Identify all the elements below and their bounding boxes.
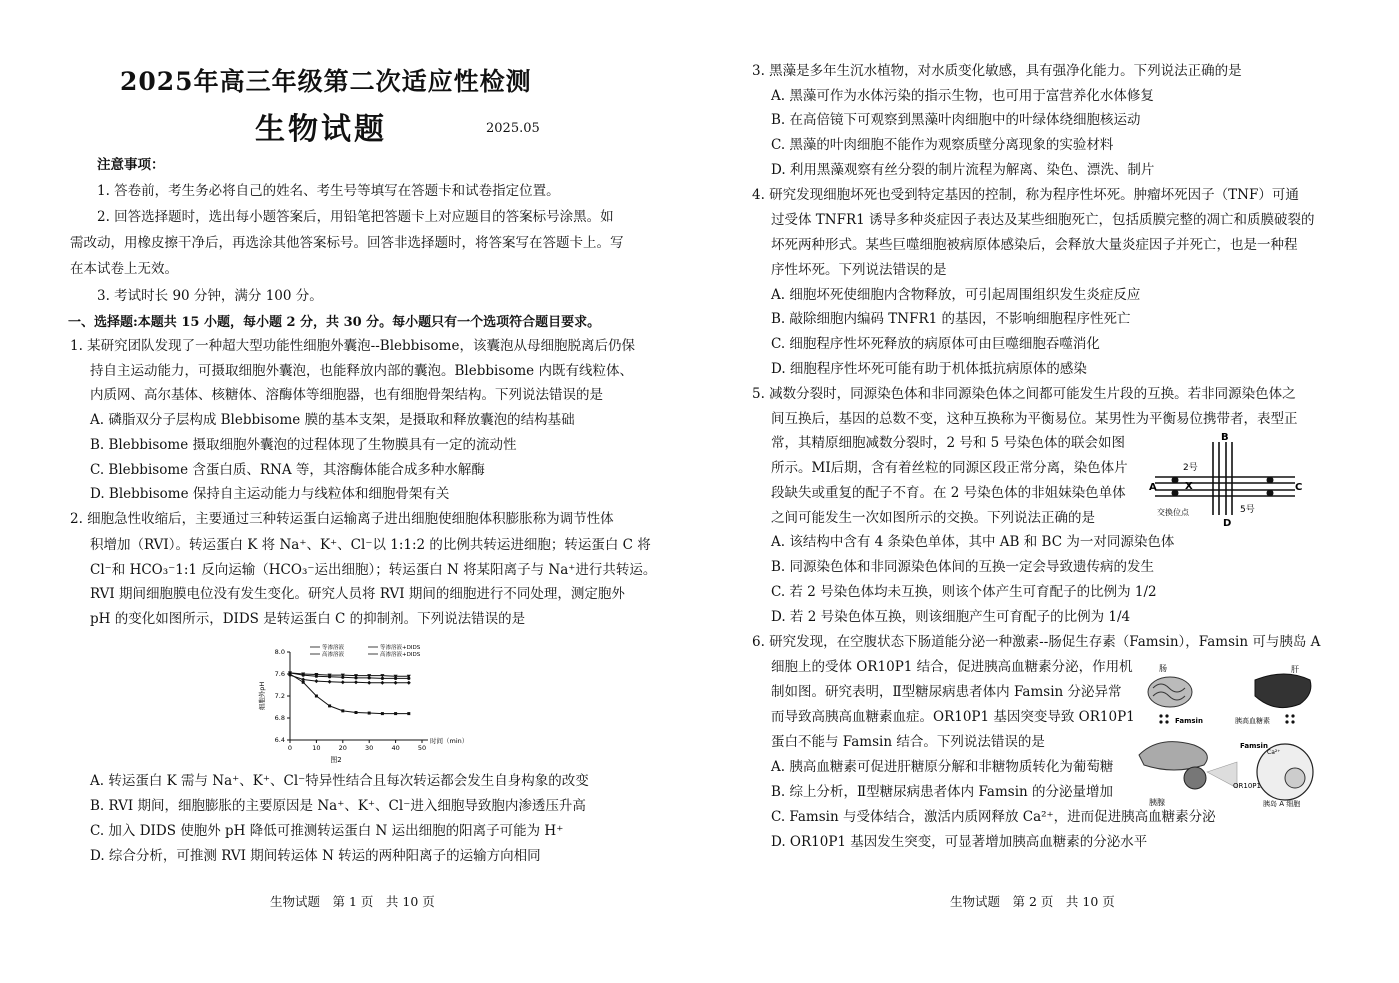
q6-option-b: B. 综上分析，Ⅱ型糖尿病患者体内 Famsin 的分泌量增加 bbox=[771, 784, 1114, 800]
q2-option-d: D. 综合分析，可推测 RVI 期间转运体 N 转运的两种阳离子的运输方向相同 bbox=[90, 848, 541, 864]
q4-stem-line: 坏死两种形式。某些巨噬细胞被病原体感染后，会释放大量炎症因子并死亡，也是一种程 bbox=[771, 237, 1298, 253]
data-point bbox=[380, 681, 384, 685]
q3-stem-line: 3. 黑藻是多年生沉水植物，对水质变化敏感，具有强净化能力。下列说法正确的是 bbox=[752, 63, 1242, 79]
x-tick-label: 0 bbox=[287, 744, 293, 752]
legend-label: 等渗溶液+DIDS bbox=[380, 645, 421, 651]
section-heading: 一、选择题:本题共 15 小题，每小题 2 分，共 30 分。每小题只有一个选项符合题目要求。 bbox=[68, 315, 601, 330]
alpha-cell-icon bbox=[1257, 744, 1313, 800]
q5-option-b: B. 同源染色体和非同源染色体间的互换一定会导致遗传病的发生 bbox=[771, 559, 1155, 575]
q1-stem-line: 1. 某研究团队发现了一种超大型功能性细胞外囊泡--Blebbisome，该囊泡从母细胞脱离后仍保 bbox=[70, 338, 635, 354]
q5-option-a: A. 该结构中含有 4 条染色单体，其中 AB 和 BC 为一对同源染色体 bbox=[771, 534, 1175, 550]
notice-line: 1. 答卷前，考生务必将自己的姓名、考生号等填写在答题卡和试卷指定位置。 bbox=[97, 183, 560, 199]
crossover-site-label: 交换位点 bbox=[1157, 508, 1189, 517]
pancreas-icon bbox=[1139, 742, 1207, 770]
notice-line: 需改动，用橡皮擦干净后，再选涂其他答案标号。回答非选择题时，将答案写在答题卡上。写 bbox=[70, 235, 624, 251]
data-point bbox=[368, 712, 371, 715]
q6-stem-line: 而导致高胰高血糖素血症。OR10P1 基因突变导致 OR10P1 bbox=[771, 709, 1135, 725]
q3-option-a: A. 黑藻可作为水体污染的指示生物，也可用于富营养化水体修复 bbox=[771, 88, 1154, 104]
data-point bbox=[367, 681, 371, 685]
q2-option-a: A. 转运蛋白 K 需与 Na⁺、K⁺、Cl⁻特异性结合且每次转运都会发生自身构象的改变 bbox=[90, 773, 589, 789]
q5-option-d: D. 若 2 号染色体互换，则该细胞产生可育配子的比例为 1/4 bbox=[771, 609, 1131, 625]
islet-icon bbox=[1184, 767, 1206, 789]
q4-stem-line: 序性坏死。下列说法错误的是 bbox=[771, 262, 947, 278]
subject-title: 生物试题 bbox=[255, 112, 387, 147]
x-tick-label: 40 bbox=[391, 744, 400, 752]
famsin-receptor-label: Famsin bbox=[1240, 742, 1268, 750]
calcium-label: Ca²⁺ bbox=[1267, 749, 1281, 756]
x-tick-label: 30 bbox=[365, 744, 374, 752]
y-tick-label: 6.8 bbox=[274, 714, 285, 722]
centromere bbox=[1172, 490, 1179, 497]
notice-line: 2. 回答选择题时，选出每小题答案后，用铅笔把答题卡上对应题目的答案标号涂黑。如 bbox=[97, 209, 614, 225]
famsin-mechanism-diagram bbox=[1135, 660, 1320, 810]
x-tick-label: 50 bbox=[417, 744, 427, 752]
data-point bbox=[341, 680, 345, 684]
data-point bbox=[341, 709, 344, 712]
notice-heading: 注意事项： bbox=[97, 157, 165, 173]
q2-stem-line: Cl⁻和 HCO₃⁻1:1 反向运输（HCO₃⁻运出细胞）；转运蛋白 N 将某阳离子与 Na⁺进行共转运。 bbox=[90, 562, 657, 578]
receptor-label: OR10P1 bbox=[1233, 782, 1261, 790]
q4-stem-line: 过受体 TNFR1 诱导多种炎症因子表达及某些细胞死亡，包括质膜完整的凋亡和质膜破裂的 bbox=[771, 212, 1315, 228]
centromere bbox=[1172, 477, 1179, 484]
y-tick-label: 8.0 bbox=[274, 648, 285, 656]
chromosome-pairing-diagram bbox=[1145, 430, 1305, 530]
page-2 bbox=[700, 0, 1399, 983]
exam-title: 2025年高三年级第二次适应性检测 bbox=[120, 67, 532, 96]
q6-stem-line: 蛋白不能与 Famsin 结合。下列说法错误的是 bbox=[771, 734, 1045, 750]
exam-date: 2025.05 bbox=[486, 121, 540, 136]
data-point bbox=[354, 680, 358, 684]
q5-stem-line: 5. 减数分裂时，同源染色体和非同源染色体之间都可能发生片段的互换。若非同源染色体之 bbox=[752, 386, 1296, 402]
data-point bbox=[407, 712, 410, 715]
data-point bbox=[328, 704, 331, 707]
q2-stem-line: pH 的变化如图所示，DIDS 是转运蛋白 C 的抑制剂。下列说法错误的是 bbox=[90, 611, 526, 627]
q3-option-d: D. 利用黑藻观察有丝分裂的制片流程为解离、染色、漂洗、制片 bbox=[771, 162, 1155, 178]
data-point bbox=[328, 680, 332, 684]
q1-option-b: B. Blebbisome 摄取细胞外囊泡的过程体现了生物膜具有一定的流动性 bbox=[90, 437, 517, 453]
notice-line: 3. 考试时长 90 分钟，满分 100 分。 bbox=[97, 288, 323, 304]
q5-stem-line: 间互换后，基因的总数不变，这种互换称为平衡易位。某男性为平衡易位携带者，表型正 bbox=[771, 411, 1298, 427]
liver-icon bbox=[1255, 674, 1311, 708]
q6-option-a: A. 胰高血糖素可促进肝糖原分解和非糖物质转化为葡萄糖 bbox=[771, 759, 1114, 775]
q5-stem-line: 之间可能发生一次如图所示的交换。下列说法正确的是 bbox=[771, 510, 1095, 526]
q5-stem-line: 段缺失或重复的配子不育。在 2 号染色体的非姐妹染色单体 bbox=[771, 485, 1126, 501]
q3-option-b: B. 在高倍镜下可观察到黑藻叶肉细胞中的叶绿体绕细胞核运动 bbox=[771, 112, 1141, 128]
q5-option-c: C. 若 2 号染色体均未互换，则该个体产生可育配子的比例为 1/2 bbox=[771, 584, 1157, 600]
label-a: A bbox=[1149, 482, 1157, 493]
centromere bbox=[1267, 490, 1274, 497]
famsin-label: Famsin bbox=[1175, 717, 1203, 725]
gut-icon bbox=[1148, 677, 1192, 707]
q4-stem-line: 4. 研究发现细胞坏死也受到特定基因的控制，称为程序性坏死。肿瘤坏死因子（TNF）可通 bbox=[752, 187, 1299, 203]
label-b: B bbox=[1221, 432, 1229, 443]
label-d: D bbox=[1223, 518, 1232, 529]
label-c: C bbox=[1295, 482, 1303, 493]
q4-option-c: C. 细胞程序性坏死释放的病原体可由巨噬细胞吞噬消化 bbox=[771, 336, 1100, 352]
q2-stem-line: RVI 期间细胞膜电位没有发生变化。研究人员将 RVI 期间的细胞进行不同处理，测定胞外 bbox=[90, 586, 625, 602]
q5-stem-line: 常，其精原细胞减数分裂时，2 号和 5 号染色体的联会如图 bbox=[771, 435, 1126, 451]
q6-stem-line: 制如图。研究表明，Ⅱ型糖尿病患者体内 Famsin 分泌异常 bbox=[771, 684, 1122, 700]
gut-label: 肠 bbox=[1159, 664, 1167, 673]
q2-stem-line: 积增加（RVI）。转运蛋白 K 将 Na⁺、K⁺、Cl⁻以 1:1:2 的比例共转运进细胞；转运蛋白 C 将 bbox=[90, 537, 651, 553]
q1-stem-line: 持自主运动能力，可摄取细胞外囊泡，也能释放内部的囊泡。Blebbisome 内既有线粒体、 bbox=[90, 363, 633, 379]
chromosome-5-label: 5号 bbox=[1240, 505, 1255, 515]
q4-option-b: B. 敲除细胞内编码 TNFR1 的基因，不影响细胞程序性死亡 bbox=[771, 311, 1131, 327]
q4-option-a: A. 细胞坏死使细胞内含物释放，可引起周围组织发生炎症反应 bbox=[771, 287, 1141, 303]
data-point bbox=[355, 711, 358, 714]
q4-option-d: D. 细胞程序性坏死可能有助于机体抵抗病原体的感染 bbox=[771, 361, 1087, 377]
q1-option-a: A. 磷脂双分子层构成 Blebbisome 膜的基本支架，是摄取和释放囊泡的结构基础 bbox=[90, 412, 575, 428]
q1-option-c: C. Blebbisome 含蛋白质、RNA 等，其溶酶体能合成多种水解酶 bbox=[90, 462, 485, 478]
page-footer: 生物试题 第 1 页 共 10 页 bbox=[270, 894, 435, 909]
legend-label: 高渗溶液 bbox=[322, 652, 345, 658]
page-footer: 生物试题 第 2 页 共 10 页 bbox=[950, 894, 1115, 909]
alpha-cell-label: 胰岛 A 细胞 bbox=[1263, 800, 1301, 808]
q6-option-c: C. Famsin 与受体结合，激活内质网释放 Ca²⁺，进而促进胰高血糖素分泌 bbox=[771, 809, 1216, 825]
q3-option-c: C. 黑藻的叶肉细胞不能作为观察质壁分离现象的实验材料 bbox=[771, 137, 1114, 153]
x-tick-label: 10 bbox=[312, 744, 321, 752]
chromosome-2-label: 2号 bbox=[1183, 463, 1198, 473]
data-point bbox=[394, 712, 397, 715]
notice-line: 在本试卷上无效。 bbox=[70, 261, 178, 277]
y-tick-label: 7.6 bbox=[274, 670, 285, 678]
glucagon-label: 胰高血糖素 bbox=[1235, 717, 1270, 725]
data-point bbox=[314, 679, 318, 683]
q1-option-d: D. Blebbisome 保持自主运动能力与线粒体和细胞骨架有关 bbox=[90, 486, 450, 502]
data-point bbox=[394, 681, 398, 685]
crossover-mark: X bbox=[1185, 481, 1193, 492]
centromere bbox=[1267, 477, 1274, 484]
q6-stem-line: 6. 研究发现，在空腹状态下肠道能分泌一种激素--肠促生存素（Famsin），Famsin 可与胰岛 A bbox=[752, 634, 1321, 650]
x-tick-label: 20 bbox=[338, 744, 347, 752]
data-point bbox=[381, 712, 384, 715]
q6-option-d: D. OR10P1 基因发生突变，可显著增加胰高血糖素的分泌水平 bbox=[771, 834, 1148, 850]
data-point bbox=[407, 681, 411, 685]
legend-label: 高渗溶液+DIDS bbox=[380, 652, 421, 658]
data-point bbox=[315, 695, 318, 698]
y-tick-label: 7.2 bbox=[274, 692, 285, 700]
x-axis-label: 时间（min） bbox=[430, 737, 469, 745]
chart-caption: 图2 bbox=[330, 756, 342, 764]
y-axis-label: 细胞外pH bbox=[258, 681, 266, 711]
y-tick-label: 6.4 bbox=[274, 736, 285, 744]
liver-label: 肝 bbox=[1291, 665, 1299, 674]
q5-stem-line: 所示。MI后期，含有着丝粒的同源区段正常分离，染色体片 bbox=[771, 460, 1128, 476]
q2-stem-line: 2. 细胞急性收缩后，主要通过三种转运蛋白运输离子进出细胞使细胞体积膨胀称为调节性体 bbox=[70, 511, 614, 527]
legend-label: 等渗溶液 bbox=[322, 645, 345, 651]
pancreas-label: 胰腺 bbox=[1149, 798, 1165, 807]
q1-stem-line: 内质网、高尔基体、核糖体、溶酶体等细胞器，也有细胞骨架结构。下列说法错误的是 bbox=[90, 387, 603, 403]
q2-option-b: B. RVI 期间，细胞膨胀的主要原因是 Na⁺、K⁺、Cl⁻进入细胞导致胞内渗透压升高 bbox=[90, 798, 586, 814]
q6-stem-line: 细胞上的受体 OR10P1 结合，促进胰高血糖素分泌，作用机 bbox=[771, 659, 1133, 675]
ph-line-chart bbox=[240, 640, 490, 765]
page-1 bbox=[0, 0, 690, 983]
q2-option-c: C. 加入 DIDS 使胞外 pH 降低可推测转运蛋白 N 运出细胞的阳离子可能为 H⁺ bbox=[90, 823, 564, 839]
